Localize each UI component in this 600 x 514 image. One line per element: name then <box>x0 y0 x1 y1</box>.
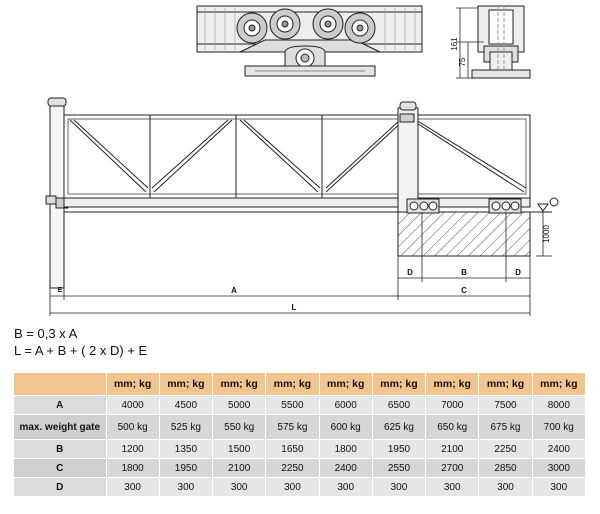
foundation-hatched <box>398 212 530 256</box>
row-label: B <box>14 440 106 459</box>
formula-b: B = 0,3 x A <box>14 326 78 341</box>
roller-wheel-icon <box>313 9 343 39</box>
table-cell: 1800 <box>319 440 372 459</box>
dim-d-right-label: D <box>515 268 521 277</box>
right-post <box>398 108 418 212</box>
table-cell: 2550 <box>372 459 425 478</box>
table-cell: 575 kg <box>266 415 319 440</box>
roller-wheel-icon <box>237 13 267 43</box>
header-cell: mm; kg <box>159 373 212 396</box>
table-cell: 2400 <box>319 459 372 478</box>
dim-d-left-label: D <box>407 268 413 277</box>
table-header-row <box>14 373 586 396</box>
header-cell: mm; kg <box>532 373 585 396</box>
dim-b-label: B <box>461 268 467 277</box>
table-row-max-weight <box>14 415 586 440</box>
table-cell: 6500 <box>372 396 425 415</box>
dim-a-label: A <box>231 286 237 295</box>
table-cell: 2250 <box>479 440 532 459</box>
table-cell: 550 kg <box>213 415 266 440</box>
dim-1000-label: 1000 <box>542 225 551 243</box>
table-cell: 2400 <box>532 440 585 459</box>
roller-wheel-icon <box>270 9 300 39</box>
dim-l-label: L <box>291 303 297 312</box>
table-cell: 2100 <box>213 459 266 478</box>
table-cell: 300 <box>319 478 372 497</box>
header-cell: mm; kg <box>426 373 479 396</box>
table-cell: 500 kg <box>106 415 159 440</box>
table-cell: 300 <box>372 478 425 497</box>
header-cell: mm; kg <box>372 373 425 396</box>
table-cell: 3000 <box>532 459 585 478</box>
table-cell: 300 <box>266 478 319 497</box>
dim-c-label: C <box>461 286 467 295</box>
table-cell: 7000 <box>426 396 479 415</box>
table-cell: 5500 <box>266 396 319 415</box>
table-cell: 300 <box>159 478 212 497</box>
table-cell: 2700 <box>426 459 479 478</box>
row-label: max. weight gate <box>14 415 106 440</box>
row-label: C <box>14 459 106 478</box>
table-cell: 6000 <box>319 396 372 415</box>
row-label: D <box>14 478 106 497</box>
table-cell: 700 kg <box>532 415 585 440</box>
specification-table <box>14 373 586 497</box>
table-cell: 525 kg <box>159 415 212 440</box>
table-cell: 300 <box>479 478 532 497</box>
table-cell: 1500 <box>213 440 266 459</box>
header-cell: mm; kg <box>213 373 266 396</box>
dim-75-label: 75 <box>458 57 467 67</box>
table-row-a <box>14 396 586 415</box>
header-cell: mm; kg <box>319 373 372 396</box>
table-cell: 1950 <box>372 440 425 459</box>
table-cell: 8000 <box>532 396 585 415</box>
table-cell: 300 <box>106 478 159 497</box>
dim-e-label: E <box>57 287 63 294</box>
table-cell: 1950 <box>159 459 212 478</box>
table-cell: 7500 <box>479 396 532 415</box>
table-cell: 1650 <box>266 440 319 459</box>
formula-l: L = A + B + ( 2 x D) + E <box>14 343 148 358</box>
table-cell: 675 kg <box>479 415 532 440</box>
table-row-d <box>14 478 586 497</box>
bottom-rail <box>64 198 530 207</box>
table-cell: 300 <box>532 478 585 497</box>
table-cell: 300 <box>426 478 479 497</box>
table-cell: 2850 <box>479 459 532 478</box>
table-cell: 1200 <box>106 440 159 459</box>
gate-elevation <box>46 98 558 288</box>
table-row-c <box>14 459 586 478</box>
header-cell: mm; kg <box>106 373 159 396</box>
roller-carriage-right <box>489 199 521 213</box>
roller-carriage-top-view <box>197 6 422 76</box>
table-cell: 1350 <box>159 440 212 459</box>
gate-frame <box>64 115 530 198</box>
header-cell: mm; kg <box>479 373 532 396</box>
table-cell: 4500 <box>159 396 212 415</box>
table-cell: 300 <box>213 478 266 497</box>
table-cell: 600 kg <box>319 415 372 440</box>
header-cell: mm; kg <box>266 373 319 396</box>
table-cell: 4000 <box>106 396 159 415</box>
table-cell: 5000 <box>213 396 266 415</box>
table-cell: 2100 <box>426 440 479 459</box>
row-label: A <box>14 396 106 415</box>
table-cell: 2250 <box>266 459 319 478</box>
table-cell: 625 kg <box>372 415 425 440</box>
roller-carriage-left <box>407 199 439 213</box>
header-cell <box>14 373 106 396</box>
roller-wheel-icon <box>345 13 375 43</box>
table-row-b <box>14 440 586 459</box>
dim-161-label: 161 <box>450 37 459 51</box>
table-cell: 650 kg <box>426 415 479 440</box>
table-cell: 1800 <box>106 459 159 478</box>
